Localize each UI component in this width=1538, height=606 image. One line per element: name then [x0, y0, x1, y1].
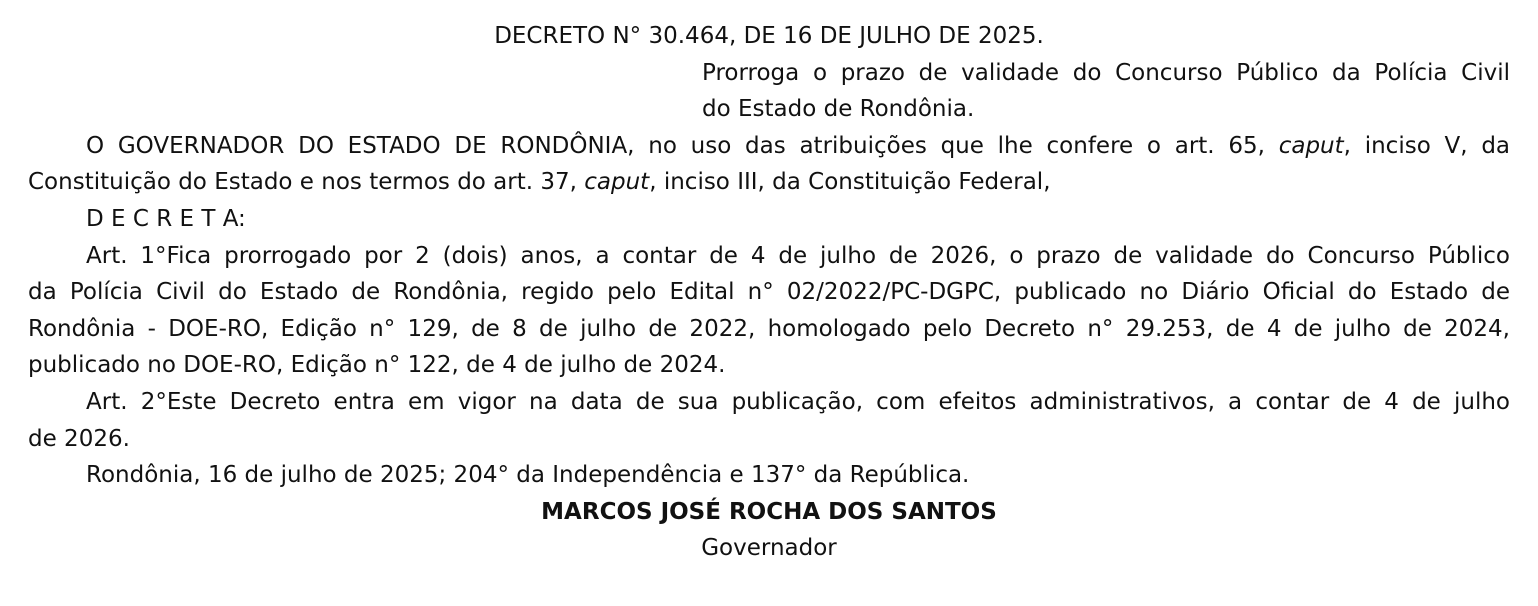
- preamble-line: [28, 128, 1510, 165]
- decreta-heading: D E C R E T A:: [86, 205, 246, 232]
- closing-date-line: Rondônia, 16 de julho de 2025; 204° da Independência e 137° da República.: [86, 462, 970, 489]
- article-line: Rondônia - DOE-RO, Edição n° 129, de 8 de julho de 2022, homologado pelo Decreto n° 29.253, de 4 de julho de 2024,: [28, 315, 1510, 342]
- article-line: Art. 2°Este Decreto entra em vigor na data de sua publicação, com efeitos administrativos, a contar de 4 de julho: [86, 388, 1510, 415]
- preamble-text: , inciso V, da: [1343, 132, 1511, 159]
- ementa-line: Prorroga o prazo de validade do Concurso Público da Polícia Civil: [702, 59, 1510, 86]
- preamble-text: O GOVERNADOR DO ESTADO DE RONDÔNIA, no uso das atribuições que lhe confere o art. 65,: [86, 132, 1265, 159]
- signatory-name: MARCOS JOSÉ ROCHA DOS SANTOS: [541, 498, 997, 525]
- article-2: [28, 384, 1510, 457]
- preamble-line: [28, 164, 1510, 201]
- preamble-paragraph: [28, 128, 1510, 201]
- article-line: de 2026.: [28, 425, 130, 452]
- decree-title: DECRETO N° 30.464, DE 16 DE JULHO DE 2025.: [494, 23, 1044, 49]
- preamble-italic-term: caput: [1278, 132, 1344, 159]
- article-line: da Polícia Civil do Estado de Rondônia, regido pelo Edital n° 02/2022/PC-DGPC, publicado no Diário Oficial do Estado de: [28, 279, 1510, 306]
- preamble-italic-term: caput: [584, 169, 650, 196]
- decree-ementa: [28, 55, 1510, 128]
- article-line: publicado no DOE-RO, Edição n° 122, de 4 de julho de 2024.: [28, 352, 726, 379]
- preamble-text: , inciso III, da Constituição Federal,: [649, 169, 1051, 196]
- signatory-role: Governador: [701, 535, 837, 562]
- ementa-line: do Estado de Rondônia.: [702, 96, 975, 123]
- preamble-text: Constituição do Estado e nos termos do art. 37,: [28, 169, 577, 196]
- decree-document: [28, 18, 1510, 567]
- article-1: [28, 238, 1510, 384]
- article-line: Art. 1°Fica prorrogado por 2 (dois) anos, a contar de 4 de julho de 2026, o prazo de validade do Concurso Público: [86, 242, 1510, 269]
